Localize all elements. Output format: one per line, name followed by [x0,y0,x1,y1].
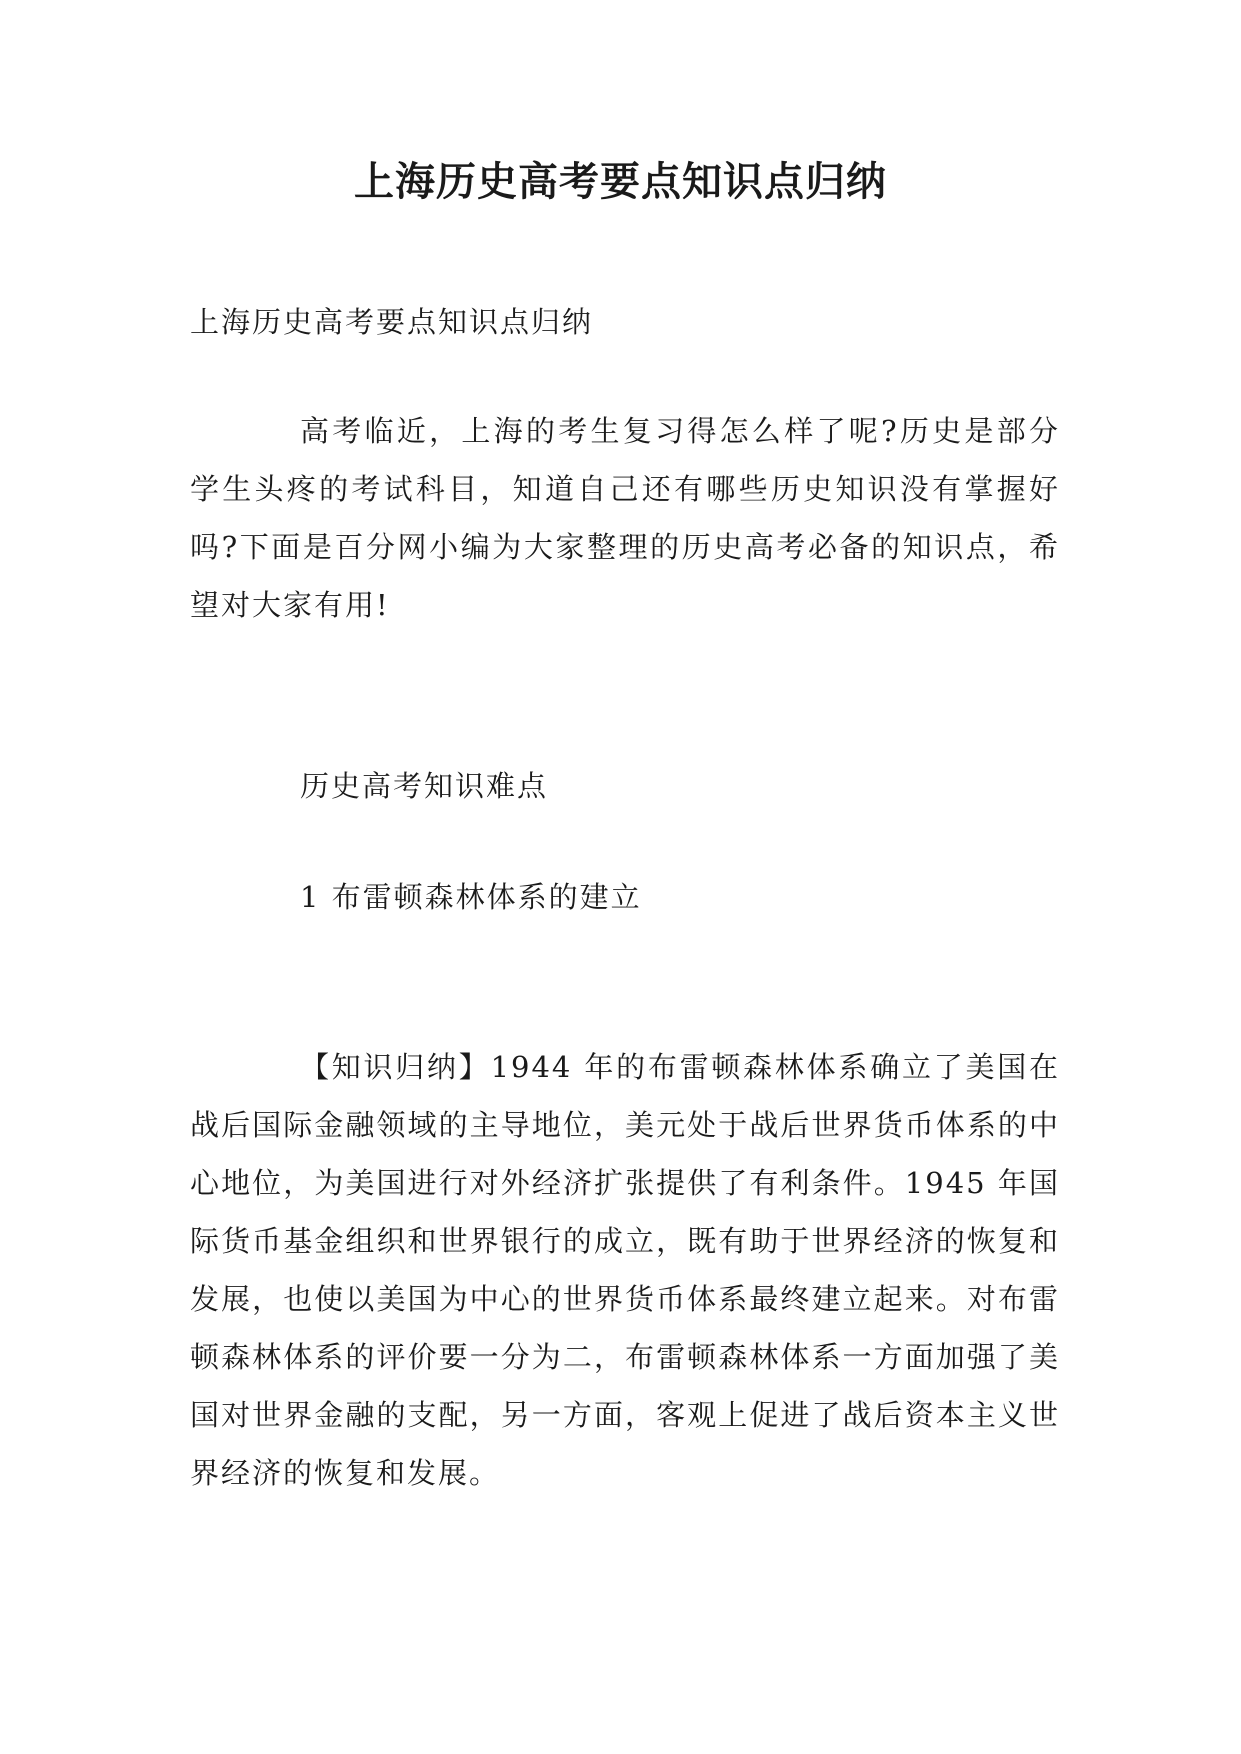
document-subtitle: 上海历史高考要点知识点归纳 [190,305,594,339]
intro-paragraph: 高考临近，上海的考生复习得怎么样了呢?历史是部分学生头疼的考试科目，知道自己还有哪些历史知识没有掌握好吗?下面是百分网小编为大家整理的历史高考必备的知识点，希望对大家有用! [190,414,1060,622]
document-title: 上海历史高考要点知识点归纳 [354,158,887,205]
knowledge-summary-paragraph: 【知识归纳】1944 年的布雷顿森林体系确立了美国在战后国际金融领域的主导地位，美元处于战后世界货币体系的中心地位，为美国进行对外经济扩张提供了有利条件。1945 年国际货币基金组织和世界银行的成立，既有助于世界经济的恢复和发展，也使以美国为中心的世界货币体系最终建立起来。对布雷顿森林体系的评价要一分为二，布雷顿森林体系一方面加强了美国对世界金融的支配，另一方面，客观上促进了战后资本主义世界经济的恢复和发展。 [190,1050,1060,1490]
topic-heading: 1 布雷顿森林体系的建立 [300,880,642,914]
section-heading: 历史高考知识难点 [300,769,549,803]
